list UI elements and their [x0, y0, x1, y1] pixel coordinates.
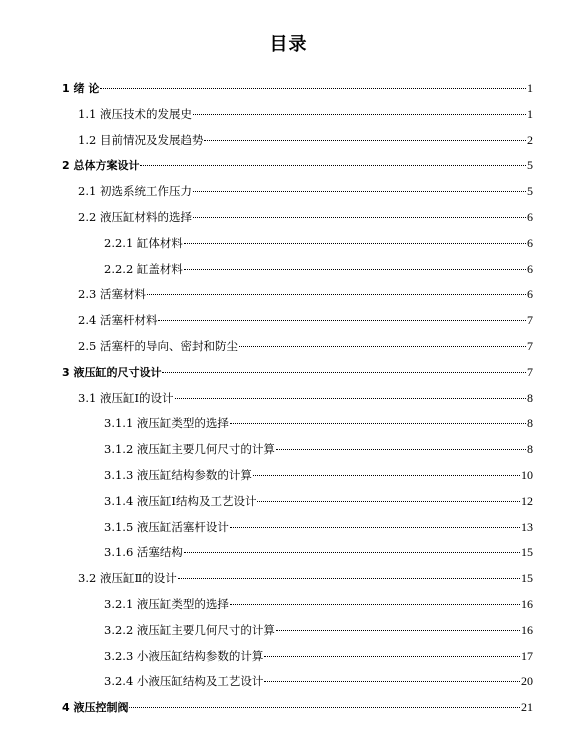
toc-entry[interactable] [0, 592, 577, 618]
toc-entry[interactable] [0, 695, 577, 721]
toc-entry[interactable] [0, 360, 577, 386]
toc-page-number: 2 [527, 132, 533, 147]
dot-leader [204, 140, 526, 141]
toc-page-number: 8 [527, 390, 533, 405]
dot-leader [147, 294, 526, 295]
toc-page-number: 7 [527, 338, 533, 353]
toc-entry-label: 2 总体方案设计 [62, 159, 140, 173]
toc-page-number: 5 [527, 158, 533, 173]
toc-entry-label: 2.1 初选系统工作压力 [78, 184, 192, 199]
dot-leader [184, 552, 520, 553]
toc-entry[interactable] [0, 463, 577, 489]
dot-leader [162, 372, 526, 373]
toc-entry-label: 3.1 液压缸Ⅰ的设计 [78, 390, 174, 405]
toc-entry-label: 3.2.1 液压缸类型的选择 [104, 596, 229, 611]
toc-entry-label: 2.4 活塞杆材料 [78, 313, 158, 328]
toc-entry[interactable] [0, 644, 577, 670]
toc-page-number: 7 [527, 313, 533, 328]
toc-entry-label: 3.2.3 小液压缸结构参数的计算 [104, 648, 264, 663]
toc-entry-label: 3.1.1 液压缸类型的选择 [104, 416, 229, 431]
toc-entry-label: 3 液压缸的尺寸设计 [62, 365, 162, 379]
toc-page-number: 21 [521, 700, 533, 715]
toc-entry-label: 3.1.6 活塞结构 [104, 545, 183, 560]
toc-page-number: 10 [521, 467, 533, 482]
toc-entry-label: 3.2 液压缸Ⅱ的设计 [78, 571, 177, 586]
dot-leader [230, 527, 520, 528]
table-of-contents [0, 76, 577, 721]
toc-entry[interactable] [0, 618, 577, 644]
toc-page-number: 16 [521, 596, 533, 611]
toc-page-number: 17 [521, 648, 533, 663]
toc-page-number: 7 [527, 364, 533, 379]
toc-entry-label: 3.1.2 液压缸主要几何尺寸的计算 [104, 442, 275, 457]
toc-entry[interactable] [0, 179, 577, 205]
toc-entry[interactable] [0, 566, 577, 592]
toc-entry[interactable] [0, 205, 577, 231]
dot-leader [193, 114, 526, 115]
toc-entry[interactable] [0, 102, 577, 128]
toc-page-number: 5 [527, 184, 533, 199]
dot-leader [184, 269, 526, 270]
dot-leader [276, 630, 520, 631]
toc-entry[interactable] [0, 257, 577, 283]
toc-entry-label: 1.2 目前情况及发展趋势 [78, 132, 204, 147]
toc-entry[interactable] [0, 334, 577, 360]
toc-entry[interactable] [0, 153, 577, 179]
toc-page-number: 12 [521, 493, 533, 508]
toc-entry[interactable] [0, 515, 577, 541]
toc-page-number: 15 [521, 571, 533, 586]
toc-entry[interactable] [0, 386, 577, 412]
toc-page-number: 8 [527, 416, 533, 431]
toc-entry-label: 2.3 活塞材料 [78, 287, 146, 302]
dot-leader [158, 320, 526, 321]
dot-leader [253, 475, 520, 476]
toc-page-number: 15 [521, 545, 533, 560]
dot-leader [264, 681, 520, 682]
toc-entry[interactable] [0, 76, 577, 102]
dot-leader [178, 578, 520, 579]
toc-page-number: 20 [521, 674, 533, 689]
toc-page-number: 1 [527, 106, 533, 121]
toc-entry-label: 3.1.3 液压缸结构参数的计算 [104, 467, 252, 482]
dot-leader [230, 423, 526, 424]
toc-entry[interactable] [0, 489, 577, 515]
toc-entry[interactable] [0, 282, 577, 308]
dot-leader [257, 501, 520, 502]
dot-leader [230, 604, 520, 605]
toc-page-number: 6 [527, 209, 533, 224]
toc-entry-label: 1.1 液压技术的发展史 [78, 106, 192, 121]
toc-entry[interactable] [0, 411, 577, 437]
toc-page-number: 6 [527, 261, 533, 276]
toc-entry-label: 3.2.2 液压缸主要几何尺寸的计算 [104, 622, 275, 637]
toc-page-number: 6 [527, 235, 533, 250]
toc-entry-label: 1 绪 论 [62, 82, 100, 95]
toc-entry-label: 4 液压控制阀 [62, 701, 129, 715]
dot-leader [140, 165, 526, 166]
toc-entry[interactable] [0, 128, 577, 154]
toc-page-number: 6 [527, 287, 533, 302]
toc-page-number: 13 [521, 519, 533, 534]
toc-entry[interactable] [0, 669, 577, 695]
toc-entry-label: 2.2.1 缸体材料 [104, 235, 183, 250]
toc-entry-label: 2.2.2 缸盖材料 [104, 261, 183, 276]
dot-leader [129, 707, 520, 708]
dot-leader [193, 217, 526, 218]
dot-leader [276, 449, 526, 450]
dot-leader [184, 243, 526, 244]
toc-entry[interactable] [0, 308, 577, 334]
dot-leader [239, 346, 526, 347]
toc-page-number: 1 [527, 81, 533, 95]
toc-entry[interactable] [0, 437, 577, 463]
toc-page-number: 8 [527, 442, 533, 457]
page-title: 目录 [269, 34, 308, 55]
toc-entry-label: 3.1.4 液压缸Ⅰ结构及工艺设计 [104, 493, 257, 508]
toc-entry-label: 3.1.5 液压缸活塞杆设计 [104, 519, 229, 534]
dot-leader [100, 88, 526, 89]
toc-entry-label: 2.2 液压缸材料的选择 [78, 209, 192, 224]
dot-leader [264, 656, 520, 657]
toc-entry-label: 3.2.4 小液压缸结构及工艺设计 [104, 674, 264, 689]
dot-leader [193, 191, 526, 192]
toc-entry[interactable] [0, 231, 577, 257]
toc-entry[interactable] [0, 540, 577, 566]
dot-leader [175, 398, 527, 399]
toc-entry-label: 2.5 活塞杆的导向、密封和防尘 [78, 338, 238, 353]
toc-page-number: 16 [521, 622, 533, 637]
